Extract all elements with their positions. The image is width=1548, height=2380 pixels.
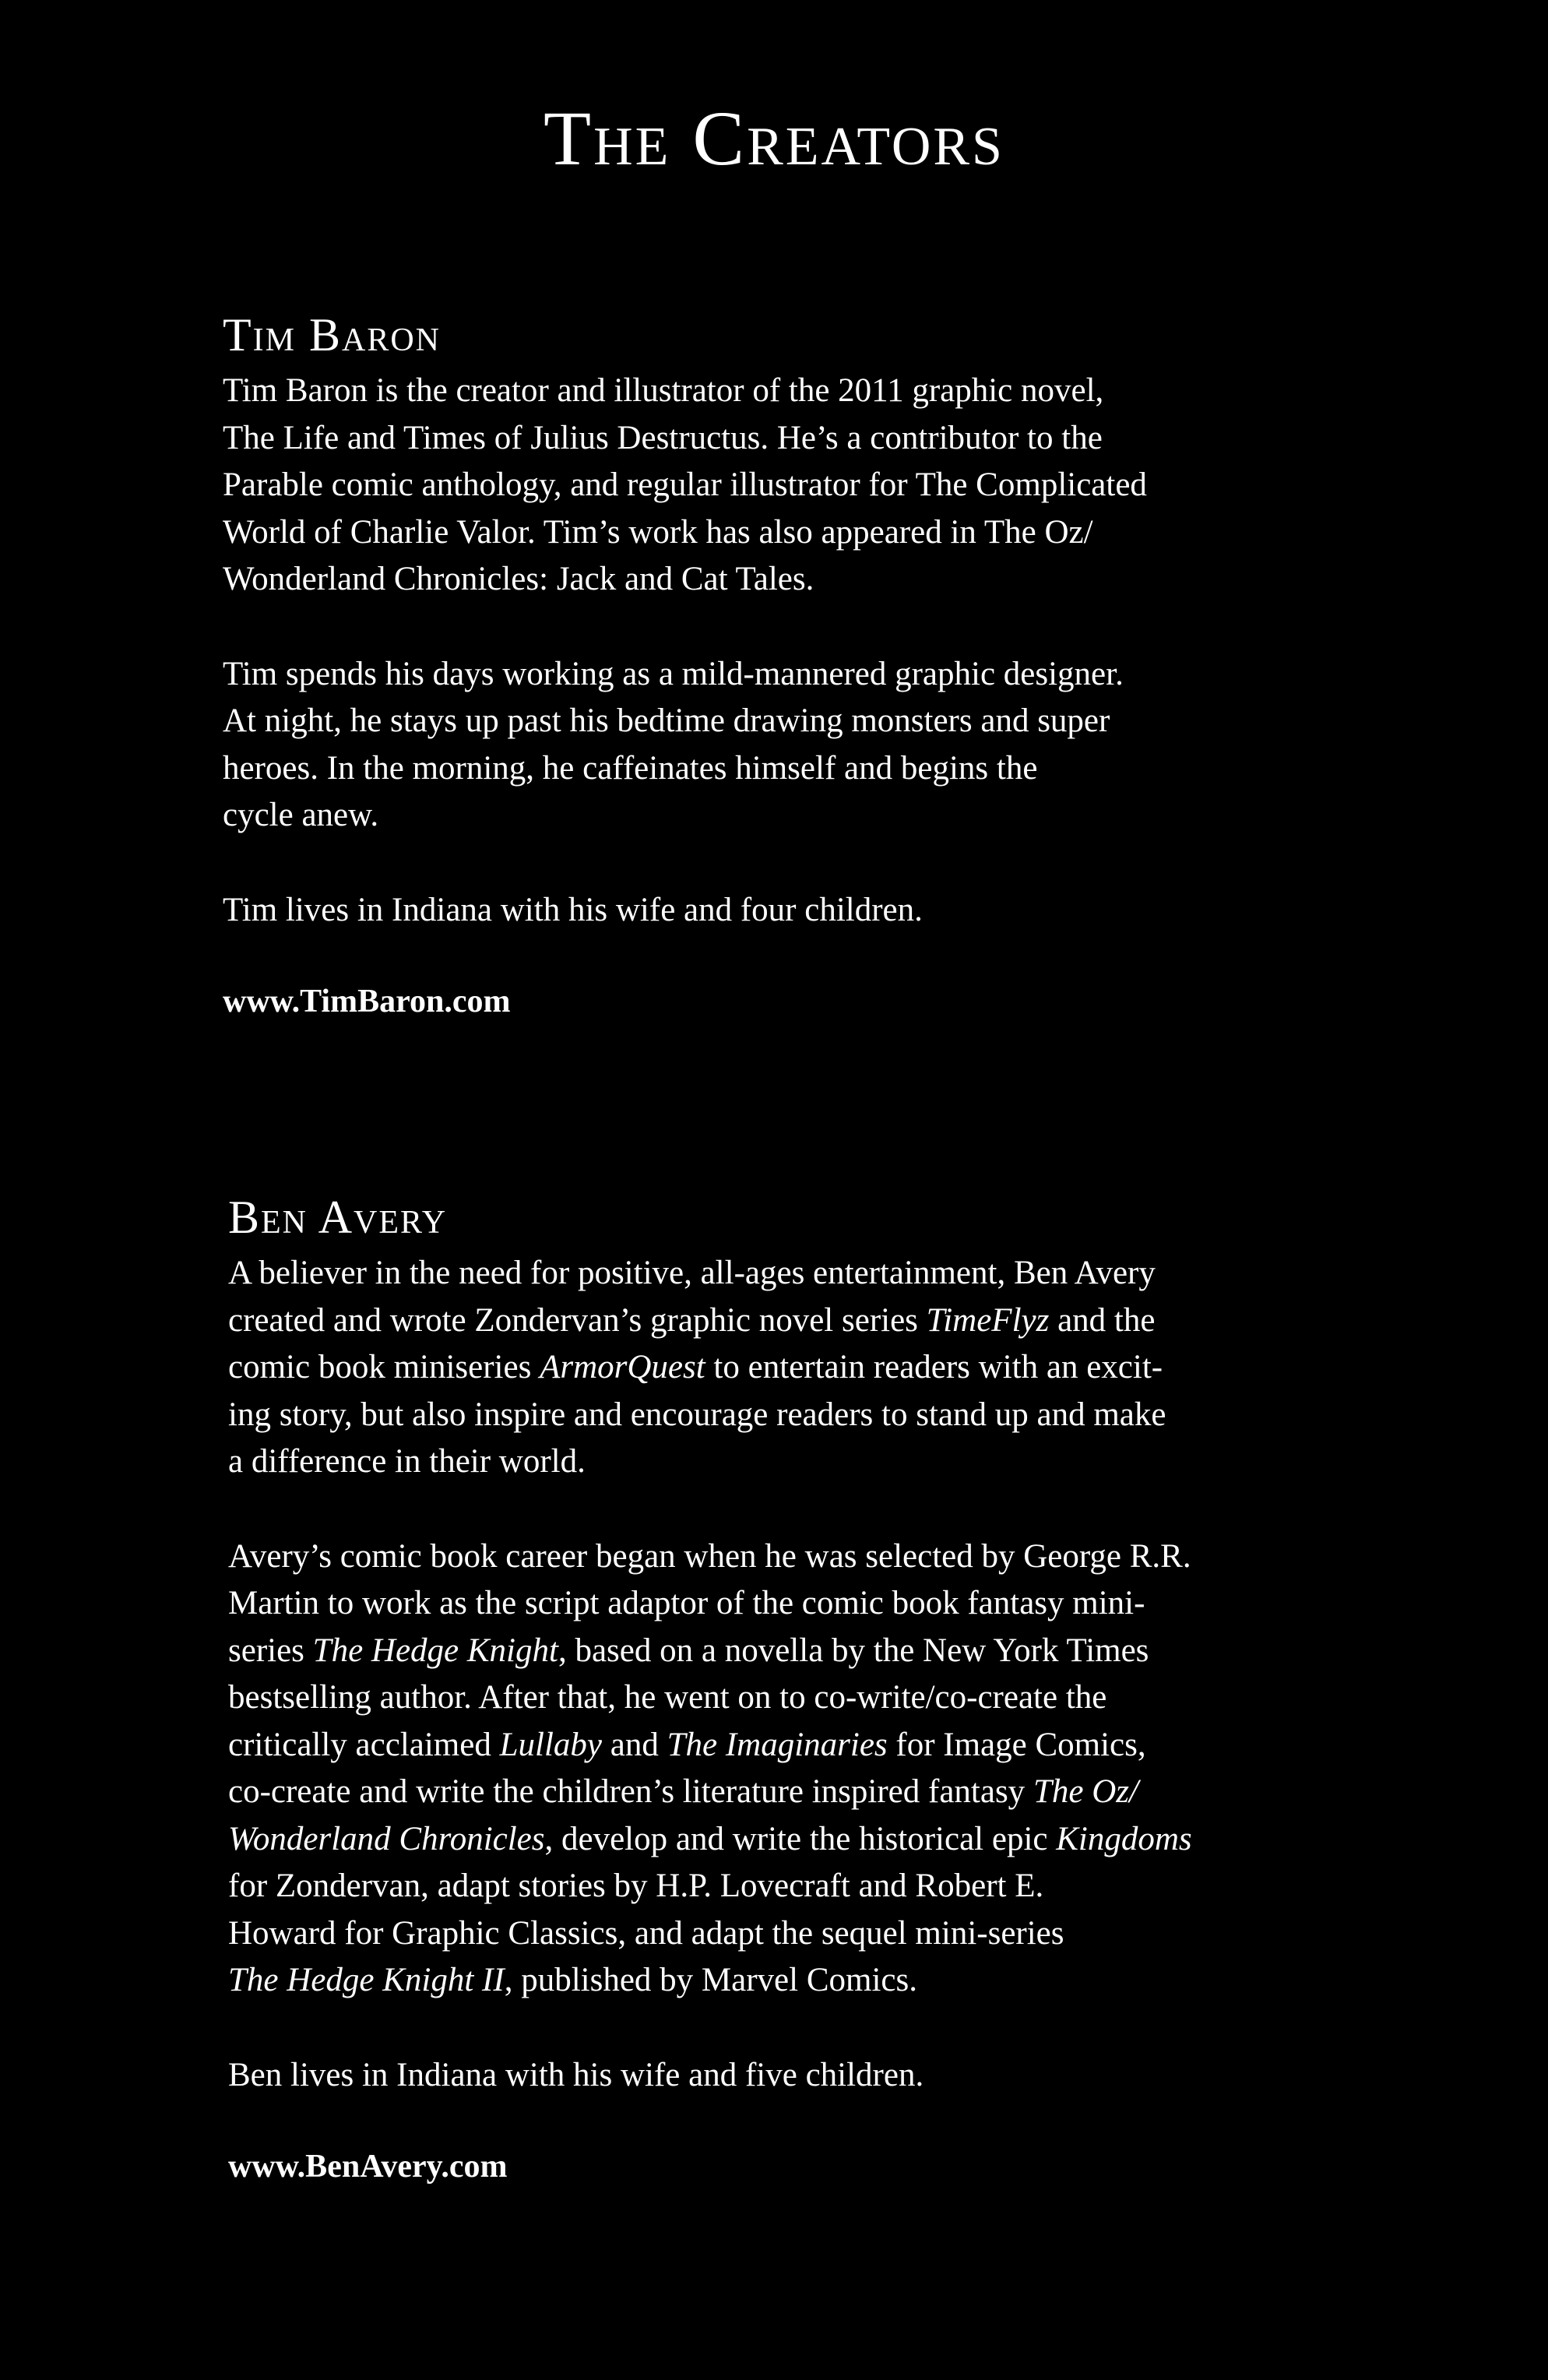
bio-text: created and wrote Zondervan’s graphic novel series	[228, 1301, 927, 1339]
creator-name: Tim Baron	[223, 309, 442, 361]
bio-line: World of Charlie Valor. Tim’s work has also appeared in The Oz/	[223, 513, 1093, 551]
bio-text: Ben lives in Indiana with his wife and five children.	[228, 2056, 924, 2093]
bio-text: a difference in their world.	[228, 1443, 586, 1480]
book-title: TimeFlyz	[926, 1301, 1050, 1339]
bio-line: Wonderland Chronicles: Jack and Cat Tales.	[223, 561, 814, 597]
bio-text: , based on a novella by the New York Times	[558, 1632, 1149, 1669]
bio-line: Parable comic anthology, and regular illustrator for The Complicated	[223, 466, 1147, 503]
bio-text: ing story, but also inspire and encourage readers to stand up and make	[228, 1396, 1166, 1433]
book-title: Wonderland Chronicles	[228, 1820, 545, 1857]
bio-text: to entertain readers with an excit-	[705, 1349, 1163, 1385]
bio-text: bestselling author. After that, he went on to co-write/co-create the	[228, 1679, 1107, 1716]
bio-text: , published by Marvel Comics.	[504, 1962, 917, 1998]
bio-text: co-create and write the children’s literature inspired fantasy	[228, 1773, 1033, 1810]
bio-text: and	[601, 1726, 667, 1763]
book-title: The Imaginaries	[667, 1726, 888, 1763]
creator-name: Ben Avery	[228, 1192, 448, 1243]
bio-line: Tim spends his days working as a mild-mannered graphic designer.	[223, 655, 1124, 692]
bio-line: cycle anew.	[223, 797, 379, 833]
bio-text: critically acclaimed	[228, 1726, 500, 1763]
bio-text: and the	[1049, 1301, 1156, 1339]
creator-section-tim-baron	[223, 309, 1391, 1073]
bio-text: series	[228, 1632, 313, 1669]
book-title: ArmorQuest	[540, 1349, 705, 1385]
bio-line: At night, he stays up past his bedtime drawing monsters and super	[223, 702, 1110, 739]
bio-text: Avery’s comic book career began when he was selected by George R.R.	[228, 1537, 1191, 1575]
bio-paragraph	[223, 368, 1391, 604]
bio-line: Tim Baron is the creator and illustrator of the 2011 graphic novel,	[223, 372, 1104, 409]
bio-line: The Life and Times of Julius Destructus. He’s a contributor to the	[223, 419, 1103, 456]
bio-line: heroes. In the morning, he caffeinates himself and begins the	[223, 749, 1038, 787]
bio-line: Tim lives in Indiana with his wife and four children.	[223, 891, 923, 928]
page-title: The Creators	[543, 95, 1004, 181]
bio-paragraph	[223, 887, 1391, 935]
bio-paragraph	[228, 2052, 1396, 2100]
bio-paragraph	[228, 1533, 1396, 2005]
website-link[interactable]: www.BenAvery.com	[228, 2149, 508, 2185]
bio-paragraph	[228, 1250, 1396, 1486]
book-title: The Hedge Knight	[312, 1632, 558, 1669]
book-title: Lullaby	[499, 1726, 602, 1763]
bio-text: A believer in the need for positive, all-ages entertainment, Ben Avery	[228, 1255, 1156, 1291]
bio-text: Howard for Graphic Classics, and adapt the sequel mini-series	[228, 1914, 1064, 1952]
creator-section-ben-avery	[228, 1194, 1396, 2238]
bio-text: comic book miniseries	[228, 1349, 540, 1385]
bio-paragraph	[223, 651, 1391, 840]
bio-text: for Image Comics,	[887, 1726, 1146, 1763]
book-title: The Hedge Knight II	[228, 1962, 505, 1998]
website-link[interactable]: www.TimBaron.com	[223, 984, 511, 1019]
book-title: The Oz/	[1033, 1773, 1138, 1810]
bio-text: for Zondervan, adapt stories by H.P. Lovecraft and Robert E.	[228, 1868, 1044, 1904]
book-title: Kingdoms	[1056, 1820, 1192, 1857]
bio-text: , develop and write the historical epic	[544, 1820, 1057, 1857]
bio-text: Martin to work as the script adaptor of the comic book fantasy mini-	[228, 1585, 1145, 1621]
